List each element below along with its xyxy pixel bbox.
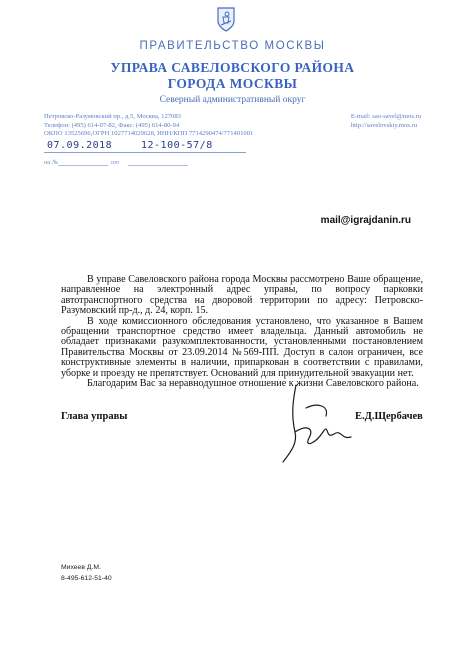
district-name: Северный административный округ (159, 95, 306, 105)
reference-number-label: на № (44, 159, 59, 166)
government-title: ПРАВИТЕЛЬСТВО МОСКВЫ (139, 40, 326, 52)
paragraph-3: Благодарим Вас за неравнодушное отношение к жизни Савеловского района. (87, 378, 419, 390)
reference-date-label: от (111, 159, 119, 166)
reference-date-line (128, 165, 188, 166)
signatory-name: Е.Д.Щербачев (355, 411, 423, 422)
moscow-coat-of-arms-icon (216, 6, 236, 32)
registration-line (44, 152, 246, 153)
recipient-email: mail@igrajdanin.ru (320, 215, 411, 226)
email-text: E-mail: sao-savel@mos.ru (350, 113, 421, 120)
organization-name-line2: ГОРОДА МОСКВЫ (167, 76, 298, 91)
executor-name: Михеев Д.М. (61, 564, 101, 571)
paragraph-2: В ходе комиссионного обследования установлено, что указанное в Вашем обращении транспортное средство имеет владельца. Данный автомобиль не обладает признаками разукомплектованности, установленными постановлением Правительства Москвы от 23.09.2014 №569-ПП. Доступ в салон ограничен, все конструктивные элементы в наличии, припаркован в соответствии с правилами, уборке и проезду не препятствует. Оснований для принудительной эвакуации нет. (61, 315, 423, 379)
address-text: Петровско-Разумовский пр., д.5, Москва, 127083 (44, 113, 181, 120)
phone-text: Телефон: (495) 614-07-82, Факс: (495) 614-80-94 (44, 121, 180, 129)
signatory-title: Глава управы (61, 411, 128, 422)
codes-text: ОКПО 13525696,ОГРН 1027714029628, ИНН/КПП 7714290474/771401001 (44, 130, 254, 138)
paragraph-1: В управе Савеловского района города Москвы рассмотрено Ваше обращение, направленное на электронный адрес управы, по вопросу парковки автотранспортного средства на дворовой территории по адресу: Петровско-Разумовский пр-д., д. 24, корп. 15. (61, 274, 423, 317)
handwritten-signature (271, 380, 361, 475)
handwritten-reg-number: 12-100-57/8 (141, 140, 213, 151)
letter-body (61, 275, 423, 389)
website-text: http://savelovskiy.mos.ru (350, 121, 418, 129)
executor-block (61, 562, 112, 584)
handwritten-date: 07.09.2018 (47, 140, 113, 151)
executor-phone: 8-495-612-51-40 (61, 575, 112, 582)
contact-details-left (44, 113, 253, 139)
reference-number-line (58, 165, 108, 166)
organization-name-line1: УПРАВА САВЕЛОВСКОГО РАЙОНА (110, 60, 355, 75)
contact-details-right (351, 113, 421, 130)
